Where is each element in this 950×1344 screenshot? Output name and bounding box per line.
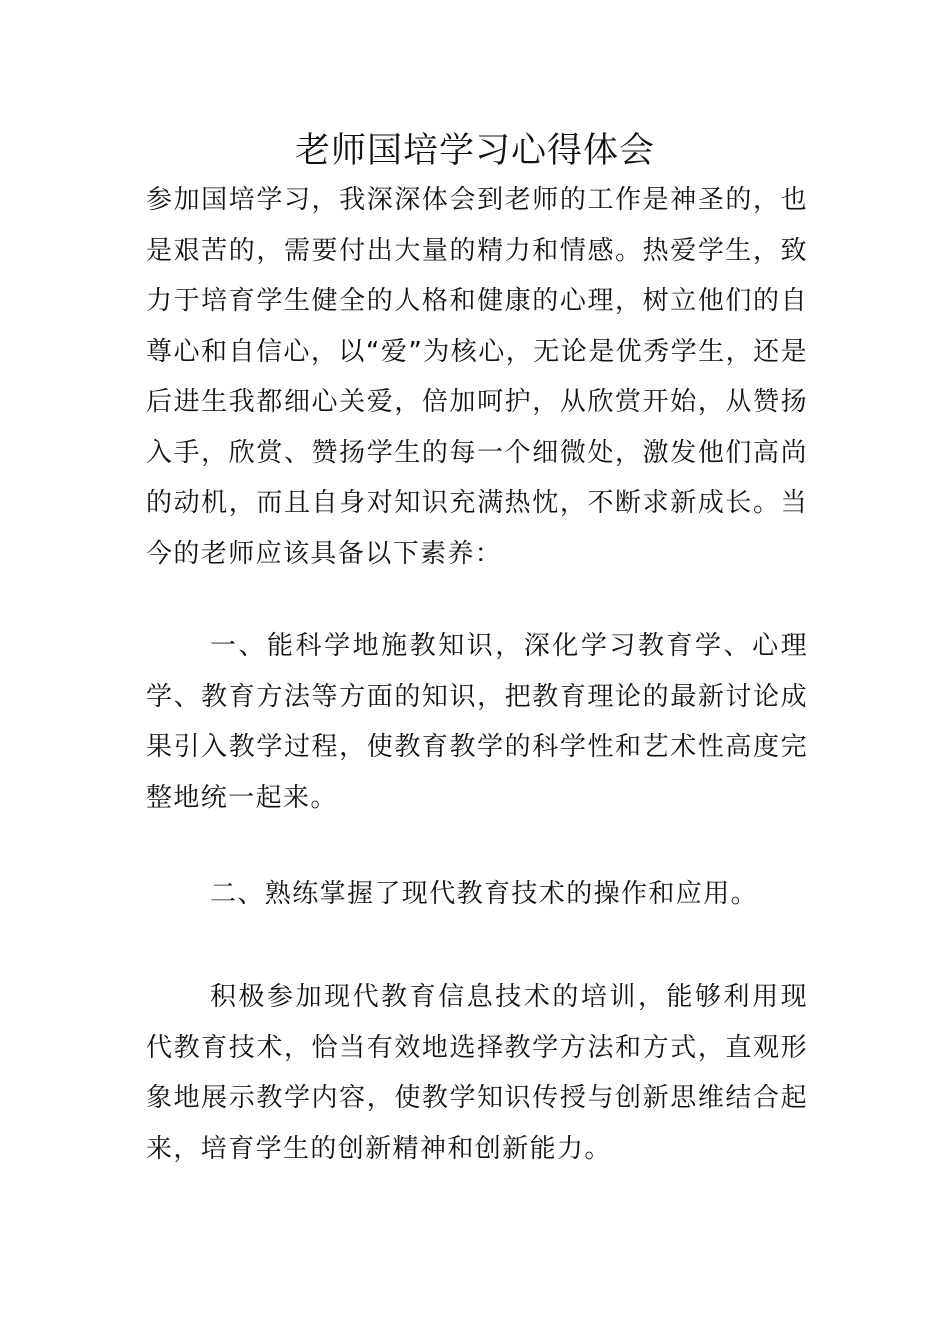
paragraph-technology-training: 积极参加现代教育信息技术的培训，能够利用现代教育技术，恰当有效地选择教学方法和方式，直观形象地展示教学内容，使教学知识传授与创新思维结合起来，培育学生的创新精神和创新能力。 xyxy=(146,982,808,1164)
document-title: 老师国培学习心得体会 xyxy=(294,131,655,171)
paragraph-intro: 参加国培学习，我深深体会到老师的工作是神圣的，也是艰苦的，需要付出大量的精力和情感。热爱学生，致力于培育学生健全的人格和健康的心理，树立他们的自尊心和自信心，以“爱”为核心，无论是优秀学生，还是后进生我都细心关爱，倍加呵护，从欣赏开始，从赞扬入手，欣赏、赞扬学生的每一个细微处，激发他们高尚的动机，而且自身对知识充满热忱，不断求新成长。当今的老师应该具备以下素养： xyxy=(146,185,808,569)
paragraph-point-two: 二、熟练掌握了现代教育技术的操作和应用。 xyxy=(210,879,759,909)
paragraph-point-one: 一、能科学地施教知识，深化学习教育学、心理学、教育方法等方面的知识，把教育理论的最新讨论成果引入教学过程，使教育教学的科学性和艺术性高度完整地统一起来。 xyxy=(146,631,808,813)
